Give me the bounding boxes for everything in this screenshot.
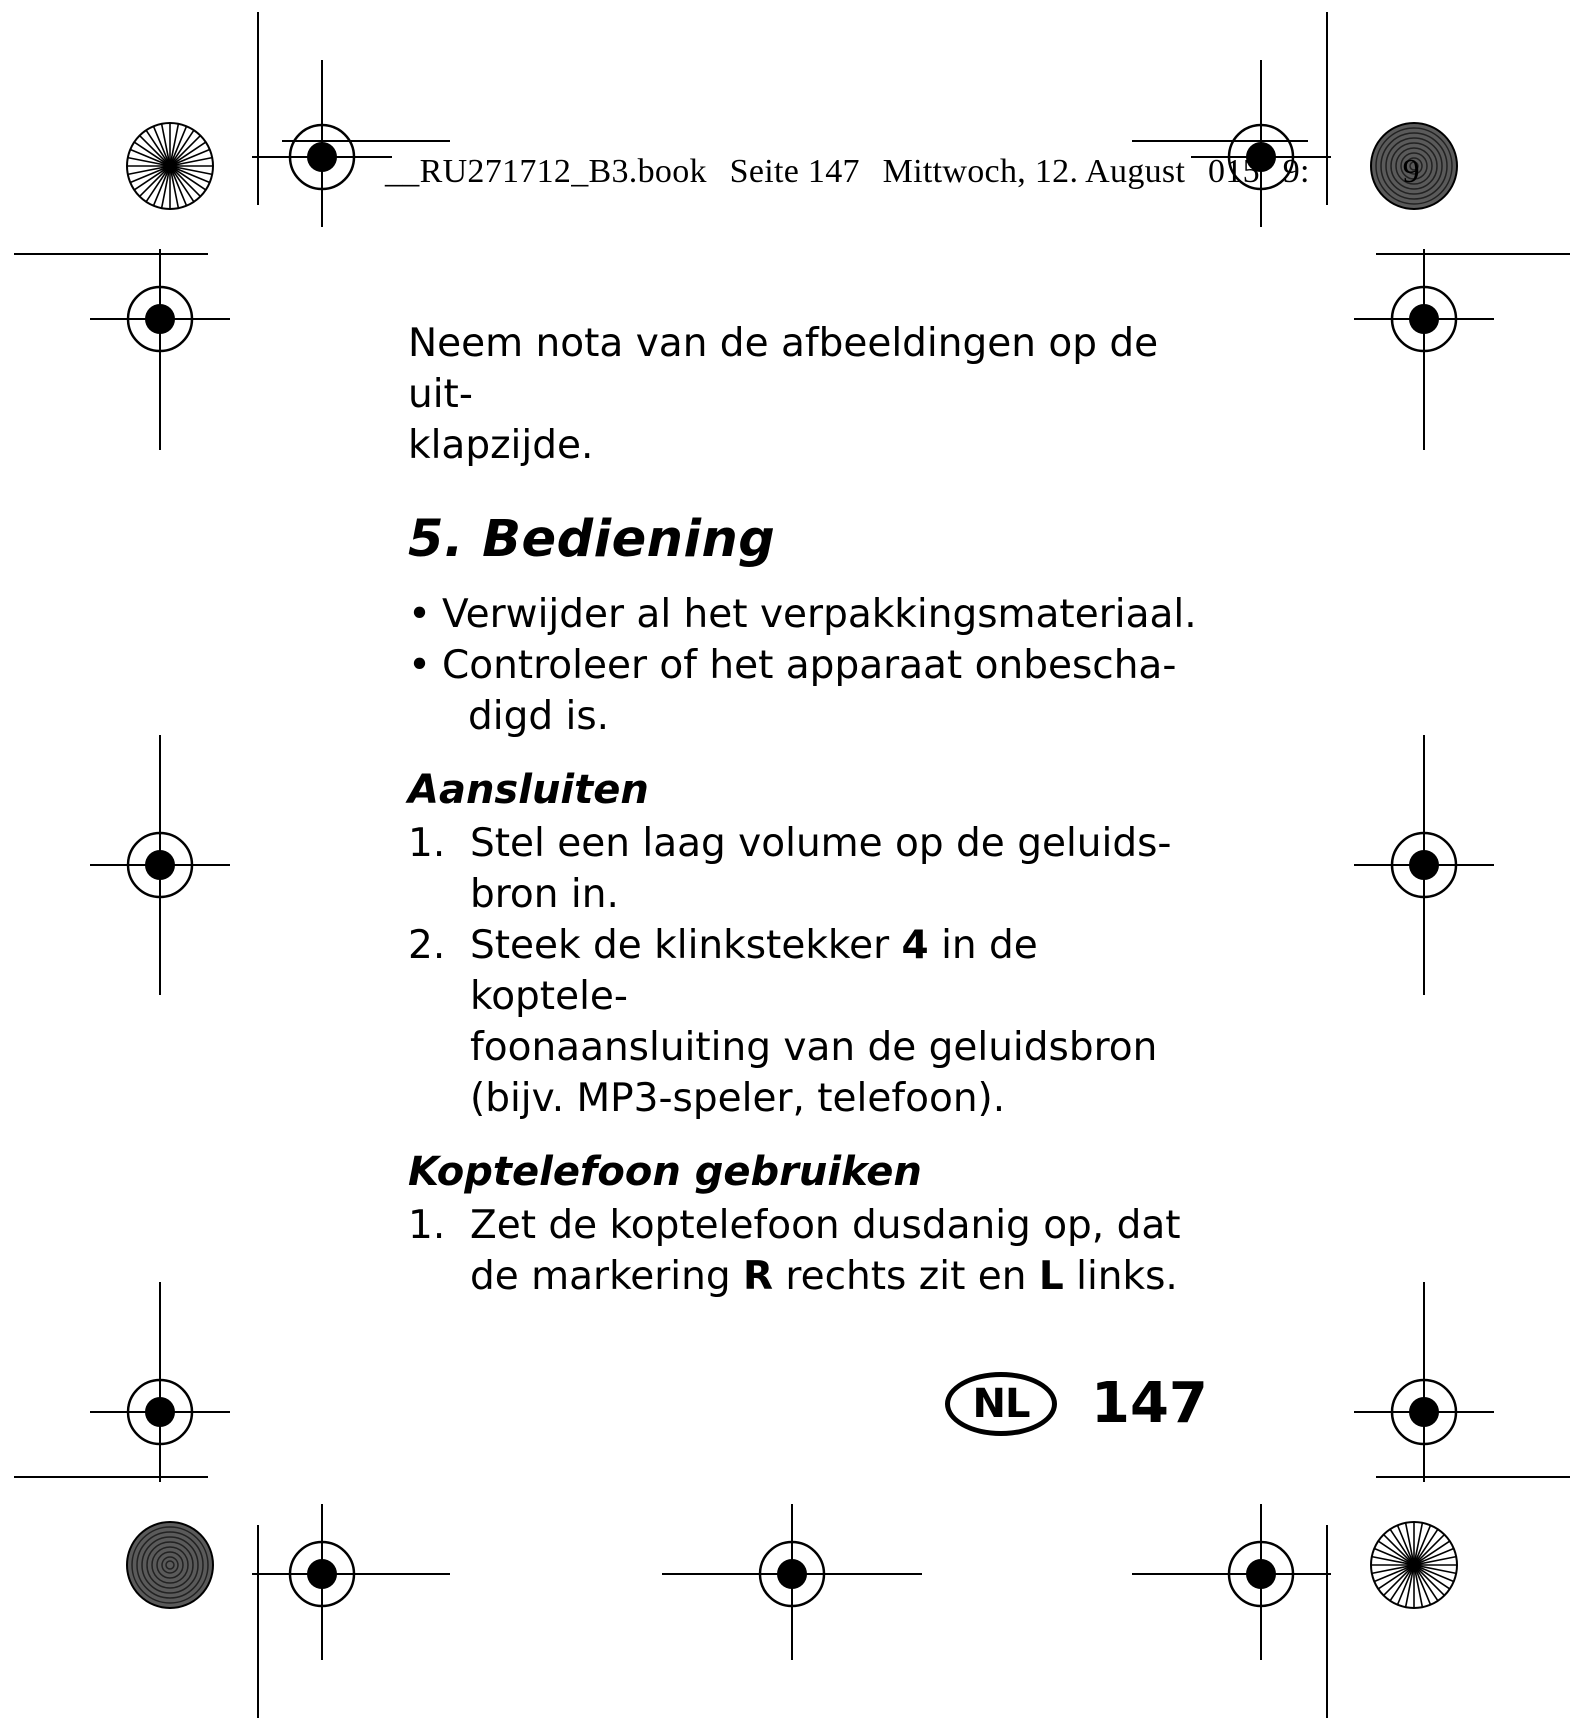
step-number: 2. xyxy=(408,923,446,968)
steps-aansluiten xyxy=(408,818,1208,1124)
marking-l: L xyxy=(1038,1254,1064,1299)
page-content xyxy=(408,318,1208,1302)
print-header xyxy=(385,153,1505,203)
bullet-line: digd is. xyxy=(468,694,610,739)
header-date: Mittwoch, 12. August xyxy=(882,153,1186,190)
step-text: in de koptele- xyxy=(470,923,1038,1019)
step-item xyxy=(408,1200,1208,1302)
step-item xyxy=(408,920,1208,1124)
bullet-line: • Verwijder al het verpakkingsmateriaal. xyxy=(442,592,1197,637)
step-line: Zet de koptelefoon dusdanig op, dat xyxy=(470,1203,1181,1248)
step-line: bron in. xyxy=(470,872,619,917)
subheading-koptelefoon: Koptelefoon gebruiken xyxy=(408,1149,922,1195)
step-item xyxy=(408,818,1208,920)
subheading-aansluiten: Aansluiten xyxy=(408,767,649,813)
step-text: Steek de klinkstekker xyxy=(470,923,902,968)
page-footer xyxy=(945,1369,1208,1439)
part-reference: 4 xyxy=(901,923,929,968)
intro-line: Neem nota van de afbeeldingen op de uit- xyxy=(408,321,1159,417)
step-text: de markering xyxy=(470,1254,743,1299)
step-line: Stel een laag volume op de geluids- xyxy=(470,821,1172,866)
page-number: 147 xyxy=(1091,1371,1208,1436)
list-item xyxy=(408,640,1208,742)
bullet-list xyxy=(408,589,1208,742)
intro-line: klapzijde. xyxy=(408,423,594,468)
header-end: 9 xyxy=(1402,153,1420,190)
step-text: rechts zit en xyxy=(773,1254,1039,1299)
section-title: 5. Bediening xyxy=(408,510,776,569)
step-line: (bijv. MP3-speler, telefoon). xyxy=(470,1076,1006,1121)
bullet-line: • Controleer of het apparaat onbescha- xyxy=(442,643,1177,688)
intro-text xyxy=(408,318,1208,471)
marking-r: R xyxy=(743,1254,774,1299)
step-line: foonaansluiting van de geluidsbron xyxy=(470,1025,1158,1070)
header-time: 9: xyxy=(1282,153,1310,190)
step-number: 1. xyxy=(408,821,446,866)
steps-koptelefoon xyxy=(408,1200,1208,1302)
header-page: Seite 147 xyxy=(729,153,860,190)
step-text: links. xyxy=(1063,1254,1178,1299)
step-number: 1. xyxy=(408,1203,446,1248)
list-item xyxy=(408,589,1208,640)
language-badge: NL xyxy=(945,1372,1057,1436)
header-file: __RU271712_B3.book xyxy=(385,153,707,190)
header-year: 015 xyxy=(1208,153,1260,190)
